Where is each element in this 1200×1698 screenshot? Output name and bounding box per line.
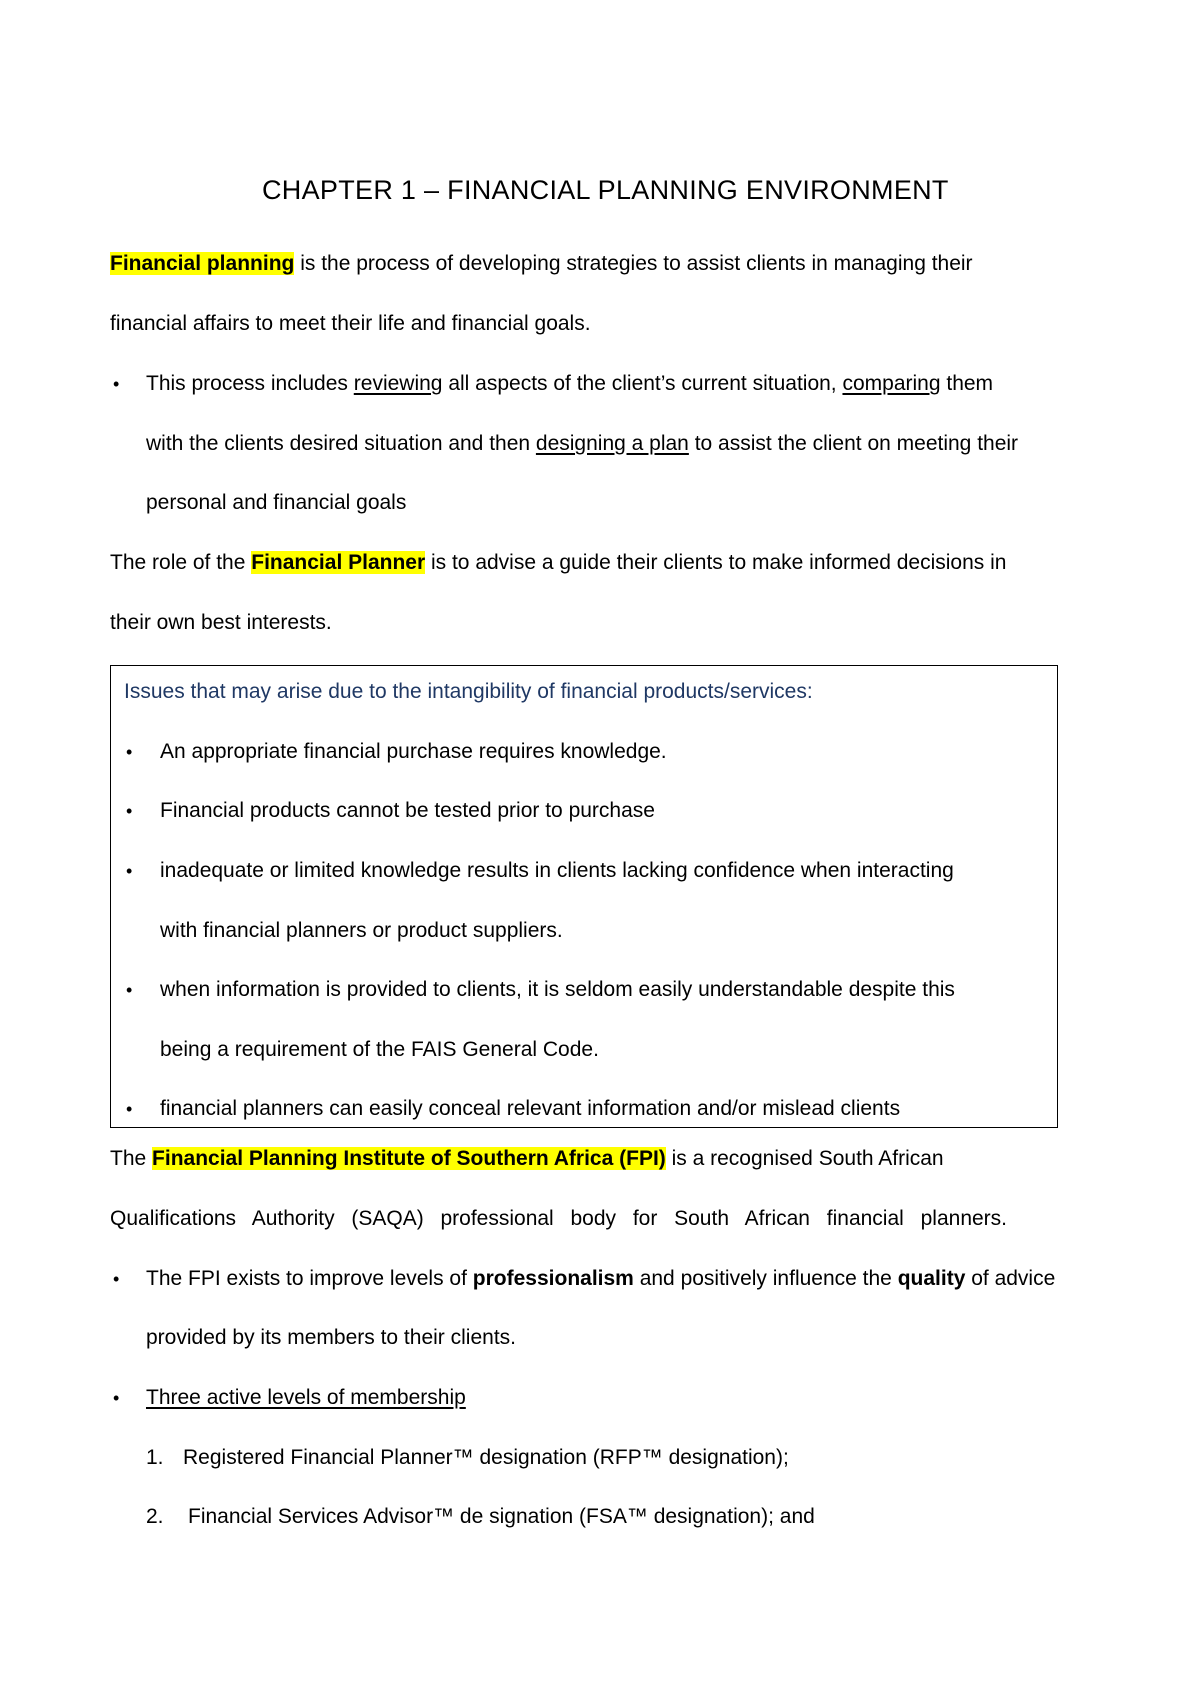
paragraph-line: Qualifications Authority (SAQA) professional body for South African financial planners. <box>110 1207 1007 1230</box>
bullet-icon: • <box>126 980 133 1000</box>
underlined-term: reviewing <box>353 372 443 395</box>
text: is the process of developing strategies to assist clients in managing their <box>294 252 973 275</box>
membership-heading: Three active levels of membership <box>146 1386 466 1409</box>
bullet-icon: • <box>126 801 133 821</box>
bullet-line <box>146 370 993 398</box>
bullet-icon: • <box>113 1269 120 1289</box>
bullet-icon: • <box>126 1099 133 1119</box>
box-item: being a requirement of the FAIS General Code. <box>160 1038 599 1061</box>
box-item: Financial products cannot be tested prior to purchase <box>160 799 655 822</box>
text: to assist the client on meeting their <box>688 432 1019 455</box>
text: is to advise a guide their clients to make informed decisions in <box>425 551 1007 574</box>
text: of advice <box>965 1267 1056 1290</box>
box-title: Issues that may arise due to the intangibility of financial products/services: <box>124 680 813 703</box>
bullet-line <box>146 430 1018 458</box>
underlined-term: designing a plan <box>535 432 689 455</box>
text: all aspects of the client’s current situation, <box>442 372 843 395</box>
text: and positively influence the <box>633 1267 898 1290</box>
box-item: with financial planners or product suppliers. <box>160 919 563 942</box>
bullet-line <box>146 1265 1055 1293</box>
text: with the clients desired situation and then <box>146 432 536 455</box>
underlined-term: comparing <box>842 372 941 395</box>
list-item: Financial Services Advisor™ de signation (FSA™ designation); and <box>188 1505 815 1528</box>
highlight-term: Financial planning <box>110 252 295 275</box>
bullet-icon: • <box>126 861 133 881</box>
paragraph-line <box>110 250 973 278</box>
bold-term: quality <box>897 1267 966 1290</box>
paragraph-line: their own best interests. <box>110 611 332 634</box>
list-number: 1. <box>146 1446 164 1469</box>
bullet-icon: • <box>126 742 133 762</box>
list-number: 2. <box>146 1505 164 1528</box>
bullet-icon: • <box>113 1388 120 1408</box>
highlight-term: Financial Planning Institute of Southern Africa (FPI) <box>152 1147 666 1170</box>
bullet-icon: • <box>113 374 120 394</box>
bold-term: professionalism <box>472 1267 634 1290</box>
text: The FPI exists to improve levels of <box>146 1267 473 1290</box>
box-item: An appropriate financial purchase requires knowledge. <box>160 740 667 763</box>
box-item: financial planners can easily conceal relevant information and/or mislead clients <box>160 1097 901 1120</box>
page-title: CHAPTER 1 – FINANCIAL PLANNING ENVIRONMENT <box>262 175 949 205</box>
text: them <box>940 372 994 395</box>
list-item: Registered Financial Planner™ designation (RFP™ designation); <box>183 1446 789 1469</box>
paragraph-line <box>110 549 1006 577</box>
box-item: inadequate or limited knowledge results in clients lacking confidence when interacting <box>160 859 954 882</box>
bullet-line: personal and financial goals <box>146 491 407 514</box>
highlight-term: Financial Planner <box>251 551 426 574</box>
text: This process includes <box>146 372 354 395</box>
text: The <box>110 1147 153 1170</box>
text: is a recognised South African <box>665 1147 944 1170</box>
paragraph-line <box>110 1145 944 1173</box>
bullet-line: provided by its members to their clients. <box>146 1326 516 1349</box>
text: The role of the <box>110 551 252 574</box>
box-item: when information is provided to clients, it is seldom easily understandable despite this <box>160 978 955 1001</box>
paragraph-line: financial affairs to meet their life and financial goals. <box>110 312 591 335</box>
